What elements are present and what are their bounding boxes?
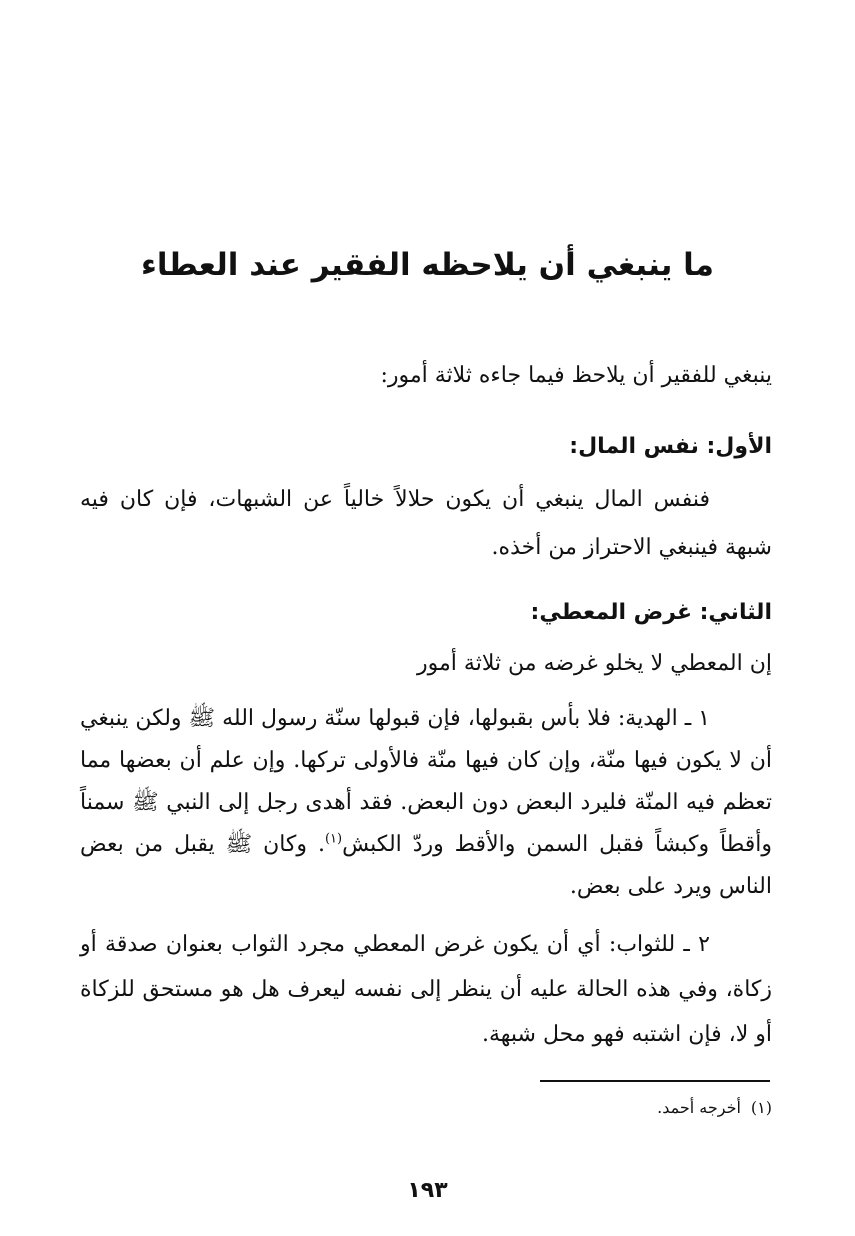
footnote-number: (١) xyxy=(750,1098,772,1117)
list-item-reward: ٢ ـ للثواب: أي أن يكون غرض المعطي مجرد الثواب بعنوان صدقة أو زكاة، وفي هذه الحالة عليه أن ينظر إلى نفسه ليعرف هل هو مستحق للزكاة أو لا، فإن اشتبه فهو محل شبهة. xyxy=(80,932,772,1047)
section-lead-second: إن المعطي لا يخلو غرضه من ثلاثة أمور xyxy=(417,651,772,676)
footnote-text: أخرجه أحمد. xyxy=(657,1098,741,1117)
page-number: ١٩٣ xyxy=(407,1178,448,1203)
list-item-gift xyxy=(80,698,772,908)
intro-paragraph: ينبغي للفقير أن يلاحظ فيما جاءه ثلاثة أمور: xyxy=(380,363,772,388)
list-item-gift-text: ١ ـ الهدية: فلا بأس بقبولها، فإن قبولها سنّة رسول الله ﷺ ولكن ينبغي أن لا يكون فيها منّة، وإن كان فيها منّة فالأولى تركها. وإن علم أن بعضها مما تعظم فيه المنّة فليرد البعض دون البعض. فقد أهدى رجل إلى النبي ﷺ سمناً وأقطاً وكبشاً فقبل السمن والأقط وردّ الكبش xyxy=(79,706,773,857)
footnote xyxy=(80,1094,772,1122)
list-item-gift-text-end: . وكان ﷺ يقبل من بعض الناس ويرد على بعض. xyxy=(80,832,772,899)
page-title: ما ينبغي أن يلاحظه الفقير عند العطاء xyxy=(140,247,714,283)
footnote-marker: (١) xyxy=(324,831,343,847)
section-heading-first: الأول: نفس المال: xyxy=(569,434,772,459)
footnote-divider xyxy=(540,1080,770,1082)
section-paragraph-first: فنفس المال ينبغي أن يكون حلالاً خالياً عن الشبهات، فإن كان فيه شبهة فينبغي الاحتراز من أخذه. xyxy=(80,487,772,560)
section-heading-second: الثاني: غرض المعطي: xyxy=(530,600,772,625)
